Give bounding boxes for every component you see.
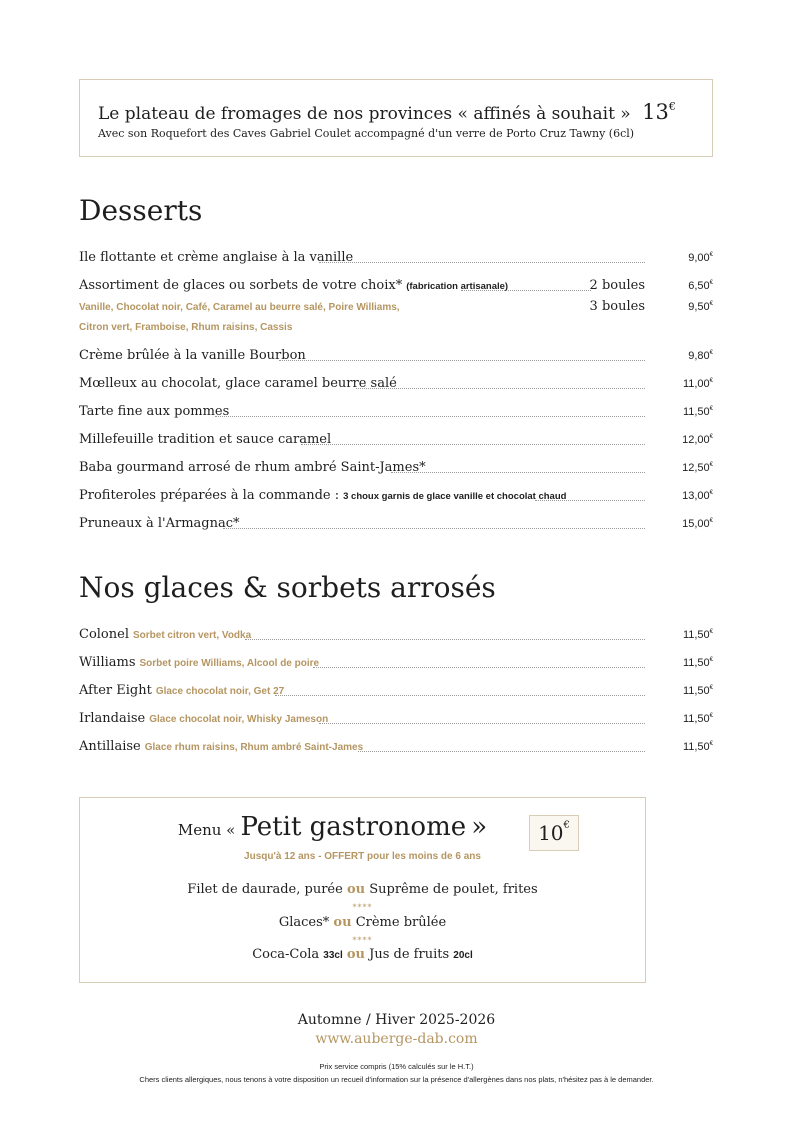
glace-price: 11,50€ [682,657,713,669]
menu-word: Menu « [177,821,236,839]
cheese-plate-box [79,79,713,157]
kids-menu-choice-2: Glaces* ou Crème brûlée [278,915,447,930]
dessert-row [79,376,713,392]
dessert-name: Mœlleux au chocolat, glace caramel beurre salé [79,376,397,391]
dessert-row [79,516,713,532]
dessert-price: 12,50€ [682,462,713,474]
cheese-plate-price [642,100,676,124]
dessert-price: 12,00€ [682,434,713,446]
dessert-name: Profiteroles préparées à la commande : [79,488,340,503]
dessert-price: 11,00€ [682,378,713,390]
glace-row [79,683,713,699]
flavours-list-continued: Citron vert, Framboise, Rhum raisins, Cassis [79,322,293,333]
dessert-price: 15,00€ [682,518,713,530]
kids-menu-subtitle: Jusqu'à 12 ans - OFFERT pour les moins de 6 ans [244,851,481,862]
close-quote: » [471,812,488,842]
glace-price: 11,50€ [682,741,713,753]
portion-label: 2 boules [589,278,645,293]
dessert-price: 9,50€ [688,301,713,313]
glace-name: Irlandaise [79,711,146,726]
service-note: Prix service compris (15% calculés sur le H.T.) [319,1062,474,1071]
dessert-price: 9,80€ [688,350,713,362]
kids-menu-choice-1: Filet de daurade, purée ou Suprême de poulet, frites [187,882,538,897]
glace-name: Williams [79,655,136,670]
kids-menu-name: Petit gastronome [240,812,467,842]
glace-description: Glace chocolat noir, Whisky Jameson [149,714,329,725]
cheese-title-text: Le plateau de fromages de nos provinces « affinés à souhait » [98,104,631,124]
website-link[interactable]: www.auberge-dab.com [315,1031,478,1047]
kids-menu-choice-3: Coca-Cola 33cl ou Jus de fruits 20cl [252,947,473,962]
separator-stars: **** [352,936,373,945]
glace-name: Colonel [79,627,129,642]
cheese-price-value: 13 [642,100,669,124]
allergen-note: Chers clients allergiques, nous tenons à votre disposition un recueil d'information sur la présence d'allergènes dans nos plats, n'hésitez pas à le demander. [139,1075,654,1084]
dessert-row [79,432,713,448]
glace-description: Glace chocolat noir, Get 27 [155,686,285,697]
dessert-price: 13,00€ [682,490,713,502]
dessert-note: 3 choux garnis de glace vanille et chocolat chaud [343,491,567,502]
glace-name: After Eight [79,683,152,698]
dessert-row [79,348,713,364]
dessert-row [79,250,713,266]
dessert-row [79,460,713,476]
dessert-name: Baba gourmand arrosé de rhum ambré Saint-James* [79,460,426,475]
glace-price: 11,50€ [682,685,713,697]
kids-menu-price: 10€ [529,815,579,851]
dessert-row [79,488,713,504]
dessert-row [79,404,713,420]
dessert-name: Millefeuille tradition et sauce caramel [79,432,332,447]
dessert-name: Assortiment de glaces ou sorbets de votre choix* [79,278,403,293]
glace-row [79,627,713,643]
dessert-price: 11,50€ [682,406,713,418]
glace-description: Sorbet citron vert, Vodka [132,630,252,641]
currency-symbol: € [668,100,676,113]
glace-row [79,655,713,671]
glace-row [79,711,713,727]
glace-description: Glace rhum raisins, Rhum ambré Saint-James [144,742,364,753]
season-label: Automne / Hiver 2025-2026 [297,1012,496,1028]
dessert-name: Tarte fine aux pommes [79,404,230,419]
cheese-plate-title [98,100,676,124]
kids-menu-box [79,797,646,983]
dessert-price: 9,00€ [688,252,713,264]
glace-row [79,739,713,755]
dessert-price: 6,50€ [688,280,713,292]
glace-price: 11,50€ [682,629,713,641]
dessert-name: Crème brûlée à la vanille Bourbon [79,348,306,363]
dessert-row [79,278,713,294]
dessert-name: Pruneaux à l'Armagnac* [79,516,240,531]
glace-price: 11,50€ [682,713,713,725]
glace-name: Antillaise [79,739,141,754]
glace-description: Sorbet poire Williams, Alcool de poire [139,658,320,669]
separator-stars: **** [352,903,373,912]
dessert-name: Ile flottante et crème anglaise à la vanille [79,250,354,265]
desserts-heading: Desserts [79,194,203,227]
glaces-heading: Nos glaces & sorbets arrosés [79,571,496,604]
cheese-plate-description: Avec son Roquefort des Caves Gabriel Coulet accompagné d'un verre de Porto Cruz Tawny (6cl) [98,127,635,140]
portion-label: 3 boules [589,299,645,314]
dessert-note: (fabrication artisanale) [406,281,509,292]
flavours-list: Vanille, Chocolat noir, Café, Caramel au beurre salé, Poire Williams, [79,302,400,313]
